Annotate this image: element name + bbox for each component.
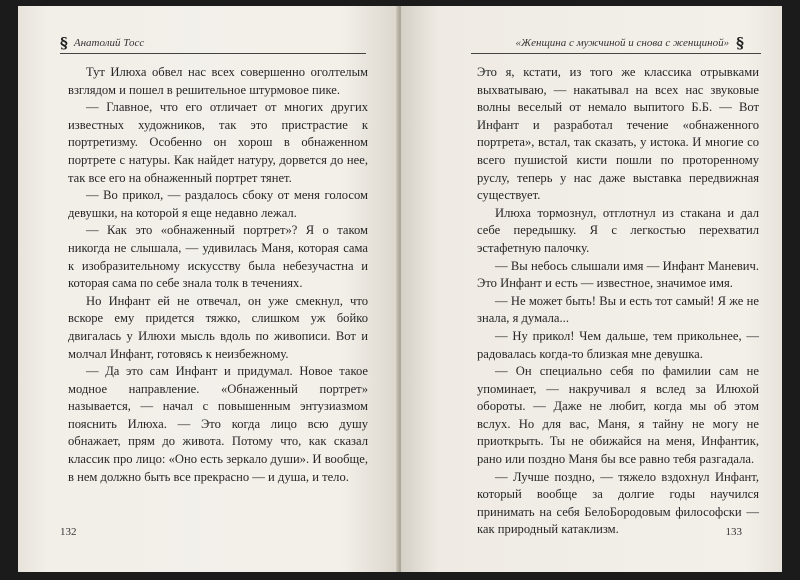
paragraph: — Главное, что его отличает от многих других известных художников, так это пристрастие к портретизму. Особенно он хорош в обнаженном портрете с натуры. Как найдет натуру, дорвется до нее, так все его на обнаженный портрет тянет. xyxy=(68,100,368,185)
paragraph: — Во прикол, — раздалось сбоку от меня голосом девушки, на которой я еще недавно лежал. xyxy=(68,188,368,220)
right-header-rule xyxy=(471,53,761,54)
paragraph: — Вы небось слышали имя — Инфант Маневич. Это Инфант и есть — известное, значимое имя. xyxy=(477,258,759,291)
open-book xyxy=(18,6,782,572)
paragraph: — Не может быть! Вы и есть тот самый! Я же не знала, я думала... xyxy=(477,293,759,326)
paragraph: — Лучше поздно, — тяжело вздохнул Инфант, который вообще за долгие годы научился принимать на себя БелоБородовым философски — как природный катаклизм. xyxy=(477,469,759,537)
paragraph: — Да это сам Инфант и придумал. Новое такое модное направление. «Обнаженный портрет» называется, — начал с повышенным энтузиазмом пояснить Илюха. — Это когда лицо всю душу обнажает, прям до живота. Потому что, как сказал классик про лицо: «Оно есть зеркало души». И вообще, в нем должно быть все прекрасно — и душа, и тело. xyxy=(68,364,368,484)
right-page-number: 133 xyxy=(725,526,742,538)
left-page-text xyxy=(68,64,368,486)
paragraph: — Он специально себя по фамилии сам не упоминает, — накручивал я вслед за Илюхой обороты. — Даже не любит, когда мы об этом вслух. Но для вас, Маня, я тайну не могу не приоткрыть. Ты не обижайся на меня, Инфантик, рано или поздно Маня бы все равно тебя разгадала. xyxy=(477,364,759,467)
left-page-number: 132 xyxy=(60,526,77,538)
right-page-text xyxy=(477,64,759,539)
left-header-rule xyxy=(60,53,366,54)
left-running-head-text: Анатолий Тосс xyxy=(73,37,145,49)
section-mark-icon: § xyxy=(60,34,68,52)
left-page xyxy=(18,6,398,572)
left-running-head xyxy=(60,34,144,52)
right-running-head xyxy=(516,34,744,52)
paragraph: Это я, кстати, из того же классика отрывками выхватываю, — накатывал на всех нас звуковые волны веселый от немало выпитого Б.Б. — Вот Инфант и разработал течение «обнаженного портрета», встал, так сказать, у истока. И многие со всего пушистой кисти пошли по проторенному руслу, теперь у нас даже выставка передвижная существует. xyxy=(477,65,759,203)
paragraph: — Как это «обнаженный портрет»? Я о таком никогда не слышала, — удивилась Маня, которая сама к изобразительному искусству была небезучастна и которая сама по себе знала толк в течениях. xyxy=(68,223,368,291)
section-mark-icon: § xyxy=(736,34,744,52)
paragraph: Но Инфант ей не отвечал, он уже смекнул, что вскоре ему придется тяжко, слишком уж бойко двигалась у Илюхи мысль вдоль по живописи. Вот и молчал Инфант, готовясь к неизбежному. xyxy=(68,293,368,361)
right-page xyxy=(401,6,782,572)
right-running-head-text: «Женщина с мужчиной и снова с женщиной» xyxy=(515,37,730,49)
paragraph: Илюха тормознул, отглотнул из стакана и дал себе передышку. Я с легкостью перехватил эстафетную палочку. xyxy=(477,205,759,255)
paragraph: Тут Илюха обвел нас всех совершенно оголтелым взглядом и пошел в решительное штурмовое пике. xyxy=(68,65,368,97)
paragraph: — Ну прикол! Чем дальше, тем прикольнее, — радовалась когда-то близкая мне девушка. xyxy=(477,328,759,361)
